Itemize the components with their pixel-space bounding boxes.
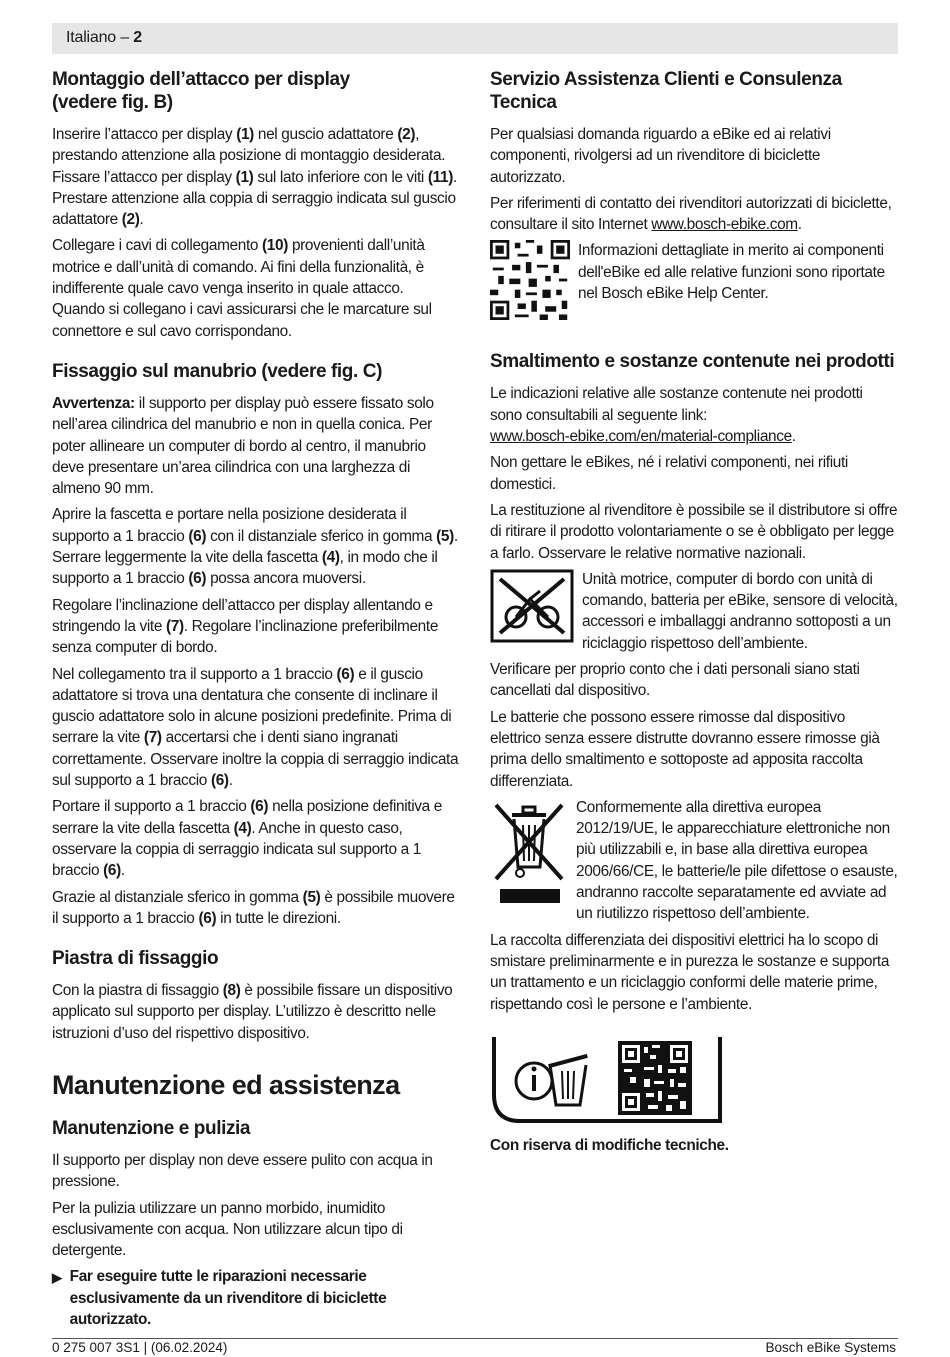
disposal-info-badge <box>490 1035 724 1125</box>
text: Collegare i cavi di collegamento <box>52 237 263 255</box>
ref-number: (6) <box>188 570 207 588</box>
ref-number: (1) <box>236 126 254 143</box>
ref-number: (5) <box>436 527 454 545</box>
paragraph <box>52 980 460 1044</box>
text: il supporto per display può essere fissato solo nell’area cilindrica del manubrio e non in quella conica. Per poter allineare un computer di bordo al centro, il manubrio deve presentare un’area cilindrica con una larghezza di almeno 90 mm. <box>52 394 434 498</box>
ref-number: (5) <box>302 888 321 906</box>
paragraph: Non gettare le eBikes, né i relativi componenti, nei rifiuti domestici. <box>490 454 848 493</box>
section-title: Manutenzione e pulizia <box>52 1117 251 1139</box>
paragraph <box>52 887 460 930</box>
section-title: Servizio Assistenza Clienti e Consulenza Tecnica <box>490 69 842 113</box>
ref-number: (6) <box>103 862 121 880</box>
section-maintenance <box>52 1070 460 1330</box>
section-title: Smaltimento e sostanze contenute nei prodotti <box>490 351 895 373</box>
text: . Serrare leggermente la vite della fascetta <box>52 527 458 567</box>
text: in tutte le direzioni. <box>216 909 341 927</box>
paragraph <box>52 235 460 341</box>
technical-reserve-note: Con riserva di modifiche tecniche. <box>490 1136 729 1154</box>
paragraph <box>490 383 898 447</box>
ref-number: (8) <box>222 982 241 1000</box>
text: . Anche in questo caso, osservare la coppia di serraggio indicata sul supporto a 1 braccio <box>52 819 421 880</box>
section-customer-service <box>490 68 898 320</box>
text: . <box>139 211 144 229</box>
section-disposal <box>490 350 898 1156</box>
chapter-title: Manutenzione ed assistenza <box>52 1069 400 1100</box>
ref-number: (2) <box>397 126 416 143</box>
paragraph <box>52 664 460 792</box>
qr-code-icon <box>490 240 570 320</box>
text: Le indicazioni relative alle sostanze contenute nei prodotti sono consultabili al seguente link: <box>490 385 863 424</box>
section-title: Fissaggio sul manubrio (vedere fig. C) <box>52 360 383 382</box>
section-handlebar-fixing <box>52 360 460 929</box>
ref-number: (2) <box>121 211 140 229</box>
text: Per riferimenti di contatto dei rivenditori autorizzati di biciclette, consultare il sito Internet <box>490 194 892 234</box>
title-line-2: (vedere fig. B) <box>52 92 173 113</box>
text: accertarsi che i denti siano ingranati correttamente. Osservare inoltre la coppia di serraggio indicata sul supporto a 1 braccio <box>52 729 459 790</box>
paragraph: La raccolta differenziata dei dispositivi elettrici ha lo scopo di smistare preliminarmente e in purezza le sostanze e supporta un trattamento e un riciclaggio conformi delle materie prime, rispettando così le persone e l’ambiente. <box>490 931 890 1013</box>
header-text <box>66 29 142 47</box>
paragraph <box>52 124 460 230</box>
text: e il guscio adattatore si trova una dentatura che consente di inclinare il guscio adattatore solo in alcune posizioni predefinite. Prima di serrare la vite <box>52 665 452 747</box>
ref-number: (4) <box>321 549 340 567</box>
right-column <box>490 68 898 1174</box>
text: Portare il supporto a 1 braccio <box>52 798 251 816</box>
text: . <box>791 428 796 446</box>
text: Con la piastra di fissaggio <box>52 982 223 1000</box>
ref-number: (6) <box>336 665 355 683</box>
ref-number: (6) <box>198 909 217 927</box>
ref-number: (7) <box>143 729 162 747</box>
weee-row <box>490 797 898 925</box>
text: Grazie al distanziale sferico in gomma <box>52 888 303 906</box>
ref-number: (10) <box>262 237 289 255</box>
info-bin-icon <box>516 1054 588 1105</box>
paragraph: La restituzione al rivenditore è possibile se il distributore si offre di ritirare il prodotto volontariamente o se è obbligato per legge a farlo. Osservare le relative normative nazionali. <box>490 501 898 562</box>
header-language: Italiano <box>66 29 116 46</box>
ref-number: (1) <box>235 168 254 186</box>
paragraph: Verificare per proprio conto che i dati personali siano stati cancellati dal dispositivo. <box>490 661 860 700</box>
section-mounting-plate <box>52 947 460 1044</box>
section-display-mount <box>52 68 460 342</box>
ref-number: (6) <box>188 527 207 545</box>
material-compliance-link[interactable]: www.bosch-ebike.com/en/material-compliance <box>490 428 792 446</box>
text: Regolare l’inclinazione dell’attacco per display allentando e stringendo la vite <box>52 596 433 635</box>
text: , prestando attenzione alla posizione di montaggio desiderata. Fissare l’attacco per display <box>52 126 446 186</box>
warning-label: Avvertenza: <box>52 394 135 412</box>
text: . Regolare l’inclinazione preferibilmente senza computer di bordo. <box>52 617 439 657</box>
footer-doc-code: 0 275 007 3S1 | (06.02.2024) <box>52 1340 228 1355</box>
text: . <box>120 862 125 880</box>
text: nel guscio adattatore <box>253 126 398 143</box>
page-number: 2 <box>133 29 142 46</box>
text: nella posizione definitiva e serrare la vite della fascetta <box>52 798 442 837</box>
left-column <box>52 68 460 1348</box>
text: Aprire la fascetta e portare nella posizione desiderata il supporto a 1 braccio <box>52 506 407 545</box>
paragraph: Il supporto per display non deve essere pulito con acqua in pressione. <box>52 1151 433 1191</box>
ref-number: (6) <box>250 798 269 816</box>
text: provenienti dall’unità motrice e dall’unità di comando. Ai fini della funzionalità, è indifferente quale cavo venga inserito in quale attacco. Quando si collegano i cavi assicurarsi che le marcature sul connettore e sul cavo corrispondano. <box>52 237 432 340</box>
paragraph <box>52 504 460 589</box>
header-separator: – <box>116 29 134 46</box>
ref-number: (4) <box>233 819 252 837</box>
bullet-text: Far eseguire tutte le riparazioni necessarie esclusivamente da un rivenditore di biciclette autorizzato. <box>69 1268 387 1329</box>
paragraph <box>52 393 460 499</box>
help-center-row <box>490 240 898 320</box>
page-header <box>52 23 898 54</box>
text: . Prestare attenzione alla coppia di serraggio indicata sul guscio adattatore <box>52 168 457 229</box>
text: , in modo che il supporto a 1 braccio <box>52 549 438 588</box>
recycling-row <box>490 569 898 654</box>
paragraph <box>52 796 460 881</box>
text: . <box>228 772 233 790</box>
paragraph: Le batterie che possono essere rimosse dal dispositivo elettrico senza essere distrutte dovranno essere rimosse già prima dello smaltimento e sottoposte ad apposita raccolta differenziata. <box>490 708 880 790</box>
paragraph: Per qualsiasi domanda riguardo a eBike ed ai relativi componenti, rivolgersi ad un rivenditore di biciclette autorizzato. <box>490 126 831 186</box>
weee-text: Conformemente alla direttiva europea 2012/19/UE, le apparecchiature elettroniche non più utilizzabili e, in base alla direttiva europea 2006/66/CE, le batterie/le pile difettose o esauste, andranno raccolte separatamente ed avviate ad un riutilizzo rispettoso dell’ambiente. <box>576 798 898 923</box>
footer-divider <box>52 1338 898 1339</box>
text: Inserire l’attacco per display <box>52 126 237 143</box>
text: . <box>797 216 802 234</box>
paragraph <box>52 595 460 659</box>
no-household-waste-ebike-icon <box>490 569 574 643</box>
text: è possibile muovere il supporto a 1 braccio <box>52 888 455 927</box>
text: possa ancora muoversi. <box>206 570 366 588</box>
section-title: Piastra di fissaggio <box>52 948 219 970</box>
bullet-item <box>52 1266 460 1330</box>
text: sul lato inferiore con le viti <box>253 168 428 186</box>
crossed-out-bin-icon <box>490 797 568 909</box>
recycling-text: Unità motrice, computer di bordo con unità di comando, batteria per eBike, sensore di velocità, accessori e imballaggi andranno sottoposti a un riciclaggio rispettoso dell’ambiente. <box>582 570 898 652</box>
ref-number: (6) <box>210 772 229 790</box>
website-link[interactable]: www.bosch-ebike.com <box>651 216 798 234</box>
text: con il distanziale sferico in gomma <box>206 527 437 545</box>
text: Nel collegamento tra il supporto a 1 braccio <box>52 665 337 683</box>
footer-brand: Bosch eBike Systems <box>765 1340 896 1355</box>
paragraph <box>490 193 898 236</box>
title-line-1: Montaggio dell’attacco per display <box>52 69 350 90</box>
paragraph: Per la pulizia utilizzare un panno morbido, inumidito esclusivamente con acqua. Non utilizzare alcun tipo di detergente. <box>52 1199 403 1260</box>
ref-number: (11) <box>427 168 453 186</box>
triangle-bullet-icon: ▶ <box>52 1270 62 1286</box>
ref-number: (7) <box>165 617 184 635</box>
text: è possibile fissare un dispositivo applicato sul supporto per display. L’utilizzo è descritto nelle istruzioni d’uso del rispettivo dispositivo. <box>52 982 453 1042</box>
section-title <box>52 68 460 114</box>
help-center-text: Informazioni dettagliate in merito ai componenti dell'eBike ed alle relative funzioni sono riportate nel Bosch eBike Help Center. <box>578 242 885 303</box>
